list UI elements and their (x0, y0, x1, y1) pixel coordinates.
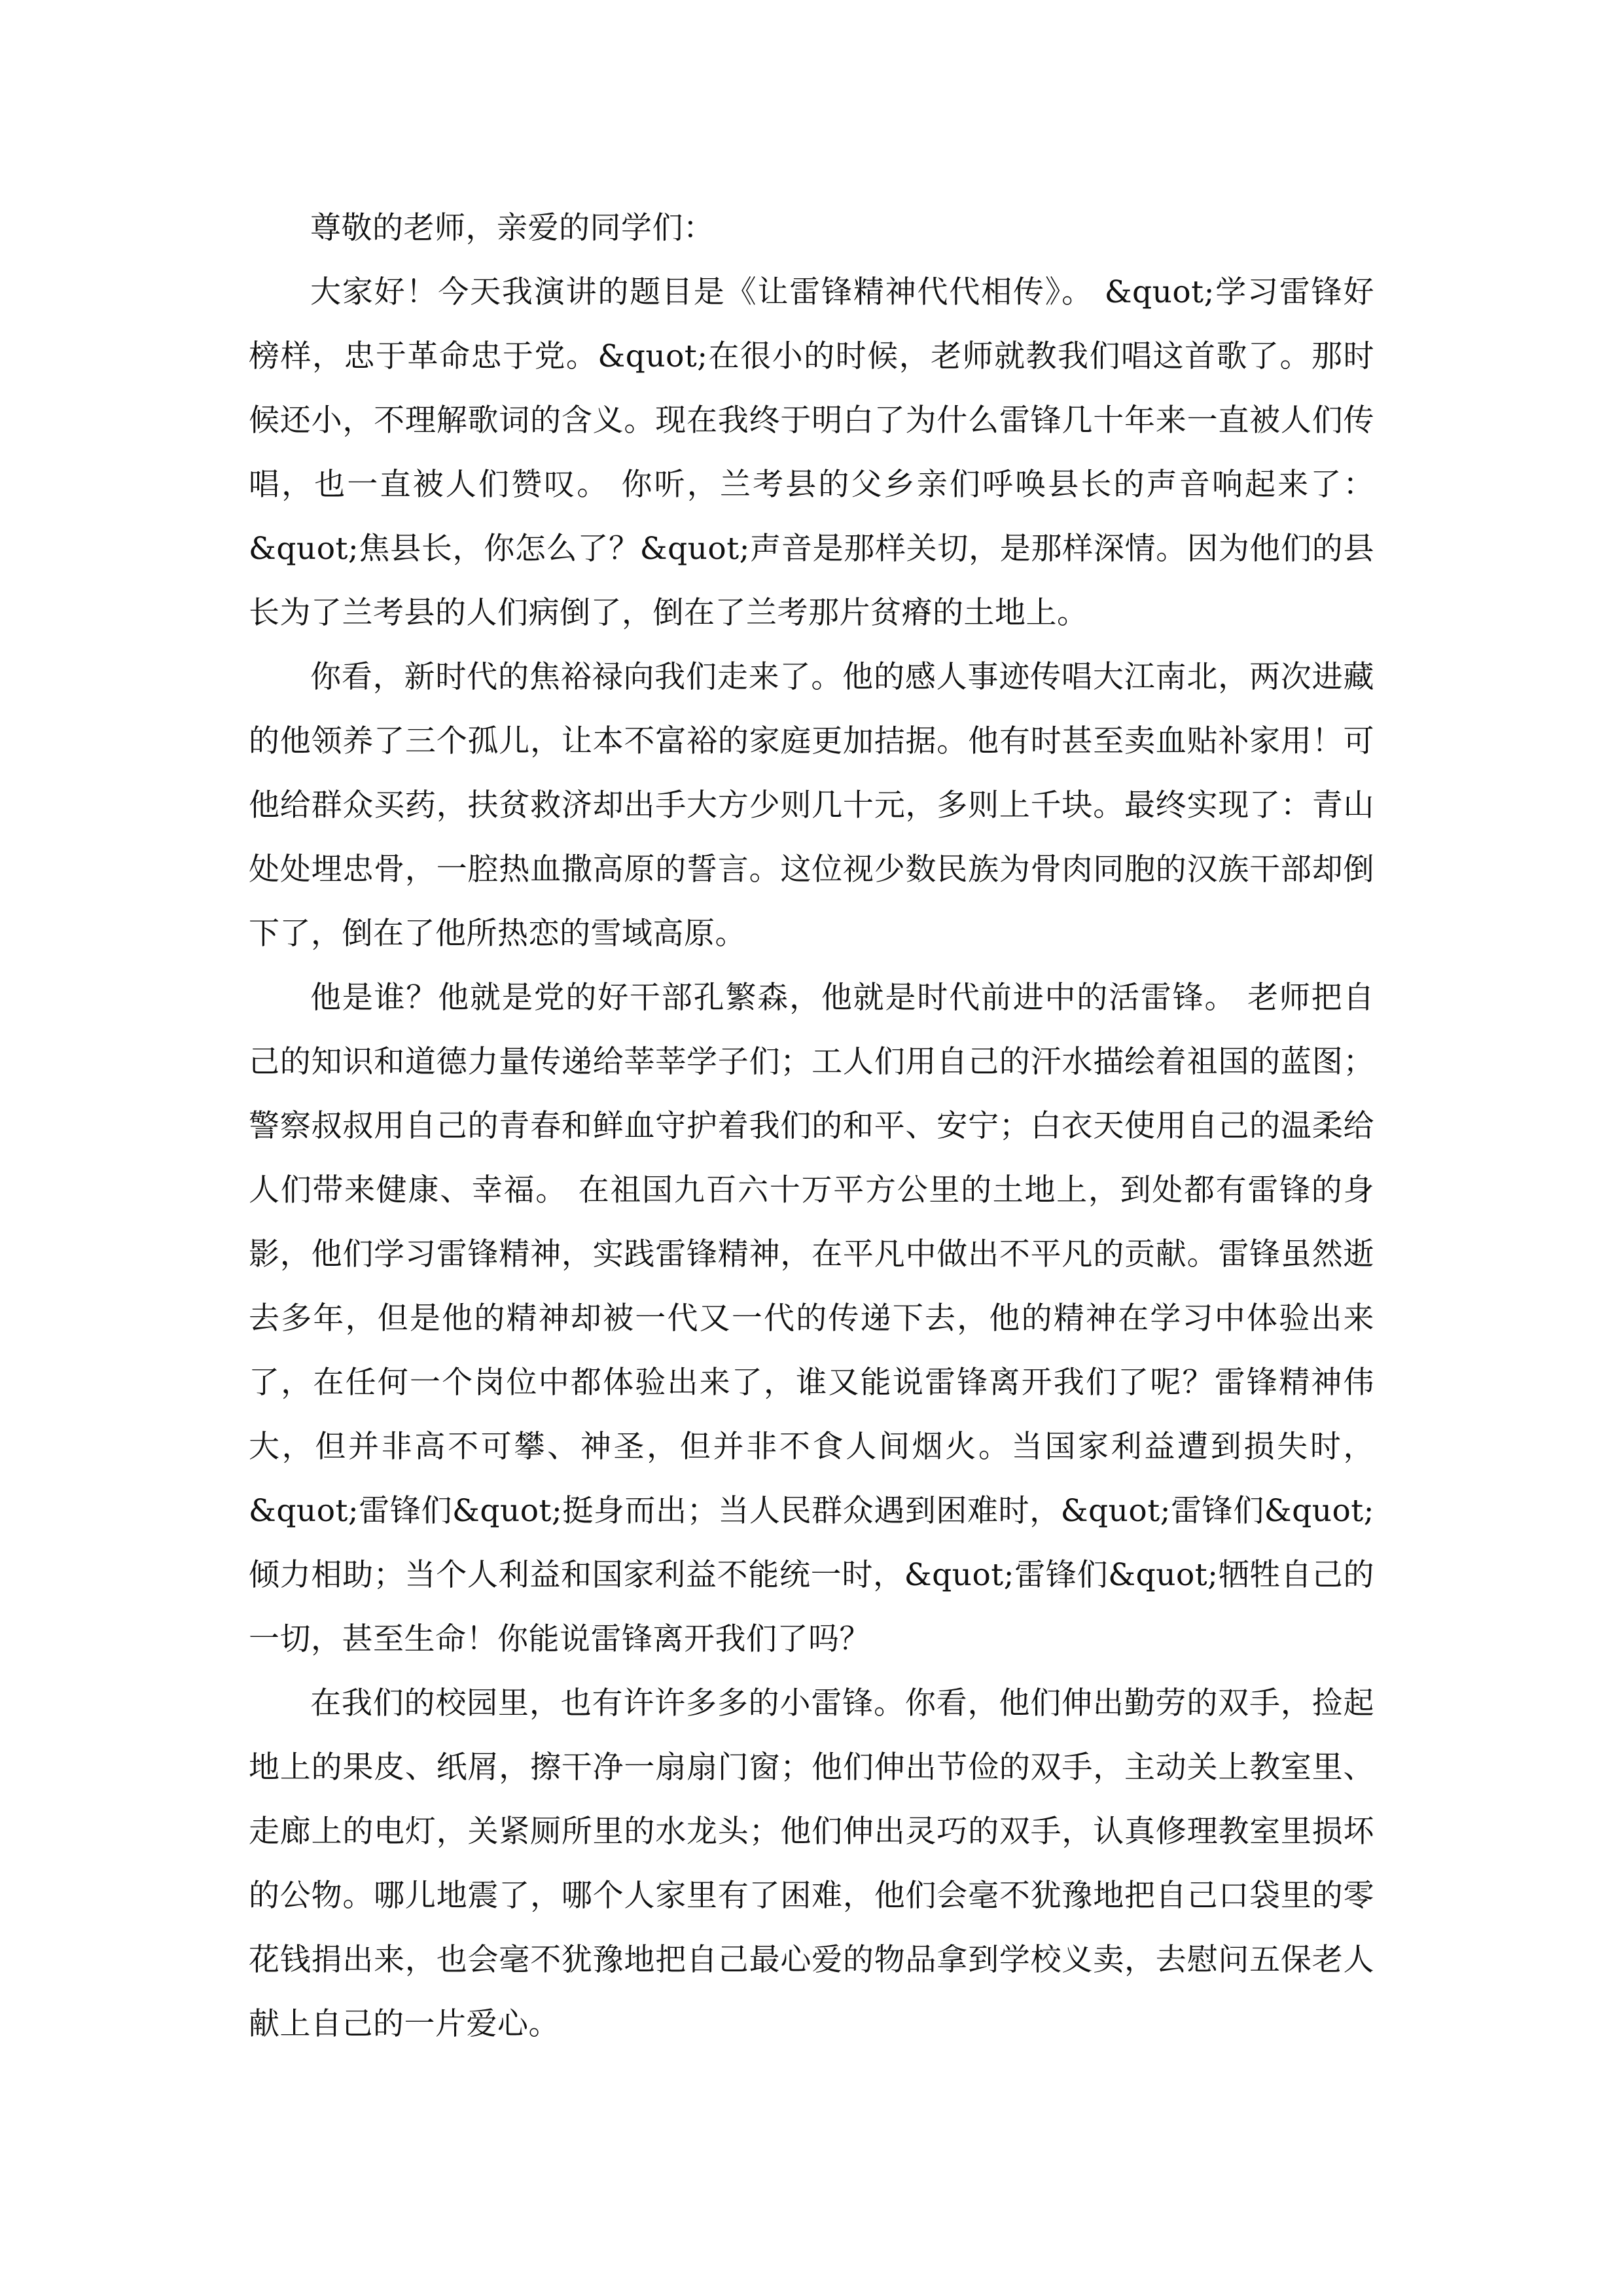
body-paragraph: 你看，新时代的焦裕禄向我们走来了。他的感人事迹传唱大江南北，两次进藏的他领养了三个孤儿，让本不富裕的家庭更加拮据。他有时甚至卖血贴补家用！可他给群众买药，扶贫救济却出手大方少则几十元，多则上千块。最终实现了：青山处处埋忠骨，一腔热血撒高原的誓言。这位视少数民族为骨肉同胞的汉族干部却倒下了，倒在了他所热恋的雪域高原。 (249, 659, 1374, 952)
body-paragraph: 他是谁？他就是党的好干部孔繁森，他就是时代前进中的活雷锋。 老师把自己的知识和道德力量传递给莘莘学子们；工人们用自己的汗水描绘着祖国的蓝图；警察叔叔用自己的青春和鲜血守护着我们的和平、安宁；白衣天使用自己的温柔给人们带来健康、幸福。 在祖国九百六十万平方公里的土地上，到处都有雷锋的身影，他们学习雷锋精神，实践雷锋精神，在平凡中做出不平凡的贡献。雷锋虽然逝去多年，但是他的精神却被一代又一代的传递下去，他的精神在学习中体验出来了，在任何一个岗位中都体验出来了，谁又能说雷锋离开我们了呢？雷锋精神伟大，但并非高不可攀、神圣，但并非不食人间烟火。当国家利益遭到损失时，&quot;雷锋们&quot;挺身而出；当人民群众遇到困难时，&quot;雷锋们&quot;倾力相助；当个人利益和国家利益不能统一时，&quot;雷锋们&quot;牺牲自己的一切，甚至生命！你能说雷锋离开我们了吗？ (249, 980, 1374, 1657)
body-paragraph: 在我们的校园里，也有许许多多的小雷锋。你看，他们伸出勤劳的双手，捡起地上的果皮、纸屑，擦干净一扇扇门窗；他们伸出节俭的双手，主动关上教室里、走廊上的电灯，关紧厕所里的水龙头；他们伸出灵巧的双手，认真修理教室里损坏的公物。哪儿地震了，哪个人家里有了困难，他们会毫不犹豫地把自己口袋里的零花钱捐出来，也会毫不犹豫地把自己最心爱的物品拿到学校义卖，去慰问五保老人献上自己的一片爱心。 (249, 1685, 1374, 2042)
salutation-paragraph: 尊敬的老师，亲爱的同学们： (310, 210, 715, 246)
body-paragraph: 大家好！今天我演讲的题目是《让雷锋精神代代相传》。 &quot;学习雷锋好榜样，忠于革命忠于党。&quot;在很小的时候，老师就教我们唱这首歌了。那时候还小，不理解歌词的含义。现在我终于明白了为什么雷锋几十年来一直被人们传唱，也一直被人们赞叹。 你听，兰考县的父乡亲们呼唤县长的声音响起来了：&quot;焦县长，你怎么了？&quot;声音是那样关切，是那样深情。因为他们的县长为了兰考县的人们病倒了，倒在了兰考那片贫瘠的土地上。 (249, 274, 1374, 631)
document-page (249, 196, 1374, 2056)
